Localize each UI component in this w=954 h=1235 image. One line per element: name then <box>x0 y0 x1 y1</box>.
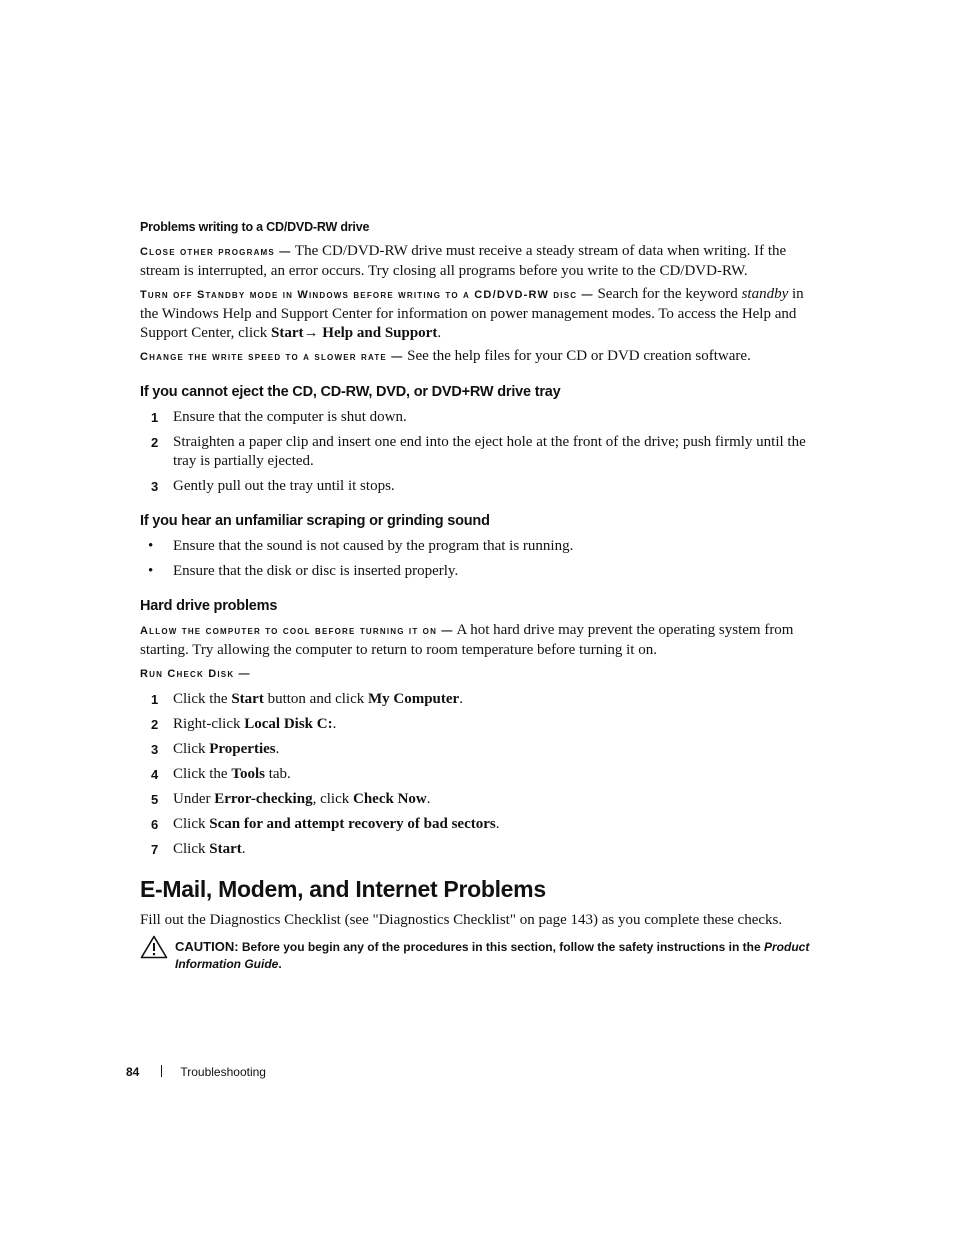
cool-text: A hot hard drive may prevent the operating system from starting. Try allowing the computer to return to room temperature before turning it on. <box>140 622 794 658</box>
step-text: Click the <box>173 766 228 782</box>
step-text: . <box>275 741 280 757</box>
step-number: 4 <box>151 767 159 782</box>
step-text: , click <box>312 791 350 807</box>
standby-end: . <box>437 325 442 341</box>
list-item <box>140 715 820 734</box>
cd-write-heading: Problems writing to a CD/DVD-RW drive <box>140 220 370 234</box>
step-text: Click <box>173 841 206 857</box>
step-number: 5 <box>151 792 159 807</box>
eject-steps <box>140 408 820 496</box>
caution-text: Before you begin any of the procedures in this section, follow the safety instructions in the <box>241 940 761 954</box>
page-number: 84 <box>126 1065 140 1079</box>
sound-bullets <box>140 537 820 581</box>
step-text: Right-click <box>173 716 241 732</box>
bullet-text: Ensure that the disk or disc is inserted properly. <box>173 563 459 579</box>
step-number: 7 <box>151 842 159 857</box>
page-content <box>140 219 820 973</box>
caution-guide-title: Product Information Guide <box>175 940 810 971</box>
error-checking-label: Error-checking <box>214 791 313 807</box>
caution-label: CAUTION: <box>175 939 239 954</box>
step-text: Click <box>173 741 206 757</box>
bullet-text: Ensure that the sound is not caused by the program that is running. <box>173 538 574 554</box>
step-text: button and click <box>267 691 365 707</box>
email-intro: Fill out the Diagnostics Checklist (see "Diagnostics Checklist" on page 143) as you complete these checks. <box>140 912 783 928</box>
close-programs-text: The CD/DVD-RW drive must receive a steady stream of data when writing. If the stream is interrupted, an error occurs. Try closing all programs before you write to the CD/DVD-RW. <box>140 243 787 279</box>
my-computer-label: My Computer <box>367 691 460 707</box>
close-programs-lead: Close other programs — <box>140 246 292 258</box>
page-footer <box>126 1063 266 1082</box>
standby-text-a: Search for the keyword <box>597 286 738 302</box>
step-text: . <box>459 691 463 707</box>
step-number: 6 <box>151 817 159 832</box>
footer-divider <box>161 1065 162 1077</box>
check-disk-paragraph <box>140 664 820 684</box>
tools-tab-label: Tools <box>231 766 265 782</box>
write-speed-paragraph <box>140 347 820 367</box>
step-number: 1 <box>151 410 159 425</box>
standby-lead: Turn off Standby mode in Windows before writing to a CD/DVD-RW disc — <box>140 289 594 301</box>
start-menu-label: Start <box>271 325 304 341</box>
start-label: Start <box>209 841 242 857</box>
step-text: . <box>241 841 246 857</box>
list-item <box>140 408 820 427</box>
list-item <box>140 790 820 809</box>
footer-section: Troubleshooting <box>180 1065 266 1079</box>
step-number: 3 <box>151 479 159 494</box>
list-item <box>140 477 820 496</box>
standby-paragraph <box>140 285 820 343</box>
help-support-label: Help and Support <box>322 325 438 341</box>
standby-keyword: standby <box>741 286 789 302</box>
list-item <box>140 433 820 471</box>
cool-lead: Allow the computer to cool before turning it on — <box>140 625 454 637</box>
list-item <box>140 815 820 834</box>
sound-heading: If you hear an unfamiliar scraping or grinding sound <box>140 513 490 529</box>
step-text: Click <box>173 816 206 832</box>
step-text: Click the <box>173 691 228 707</box>
check-disk-lead: Run Check Disk — <box>140 668 251 680</box>
bullet-icon: • <box>148 563 154 579</box>
caution-icon <box>140 935 168 959</box>
step-text: Straighten a paper clip and insert one end into the eject hole at the front of the drive; push firmly until the tray is partially ejected. <box>173 434 806 469</box>
step-number: 2 <box>151 717 159 732</box>
step-text: Gently pull out the tray until it stops. <box>173 478 395 494</box>
write-speed-text: See the help files for your CD or DVD creation software. <box>407 348 751 364</box>
scan-option-label: Scan for and attempt recovery of bad sectors <box>209 816 496 832</box>
list-item <box>140 690 820 709</box>
email-section-title: E-Mail, Modem, and Internet Problems <box>140 876 546 902</box>
properties-label: Properties <box>209 741 276 757</box>
step-text: . <box>495 816 500 832</box>
list-item <box>140 740 820 759</box>
list-item <box>140 537 820 556</box>
check-disk-steps <box>140 690 820 859</box>
standby-text-b: in the Windows Help and Support Center for information on power management modes. To access the Help and Support Center, click <box>140 286 804 341</box>
step-text: Ensure that the computer is shut down. <box>173 409 407 425</box>
local-disk-label: Local Disk C: <box>244 716 333 732</box>
step-number: 2 <box>151 435 159 450</box>
list-item <box>140 562 820 581</box>
step-number: 3 <box>151 742 159 757</box>
caution-note <box>140 938 820 973</box>
step-number: 1 <box>151 692 159 707</box>
eject-heading: If you cannot eject the CD, CD-RW, DVD, or DVD+RW drive tray <box>140 384 561 400</box>
step-text: Under <box>173 791 211 807</box>
step-text: . <box>332 716 337 732</box>
bullet-icon: • <box>148 538 154 554</box>
arrow-icon: → <box>303 325 319 341</box>
close-programs-paragraph <box>140 242 820 281</box>
hard-drive-heading: Hard drive problems <box>140 598 278 614</box>
cool-paragraph <box>140 621 820 660</box>
list-item <box>140 840 820 859</box>
write-speed-lead: Change the write speed to a slower rate — <box>140 351 404 363</box>
list-item <box>140 765 820 784</box>
step-text: tab. <box>268 766 291 782</box>
start-button-label: Start <box>231 691 264 707</box>
caution-end: . <box>278 957 282 971</box>
step-text: . <box>426 791 431 807</box>
check-now-label: Check Now <box>352 791 427 807</box>
